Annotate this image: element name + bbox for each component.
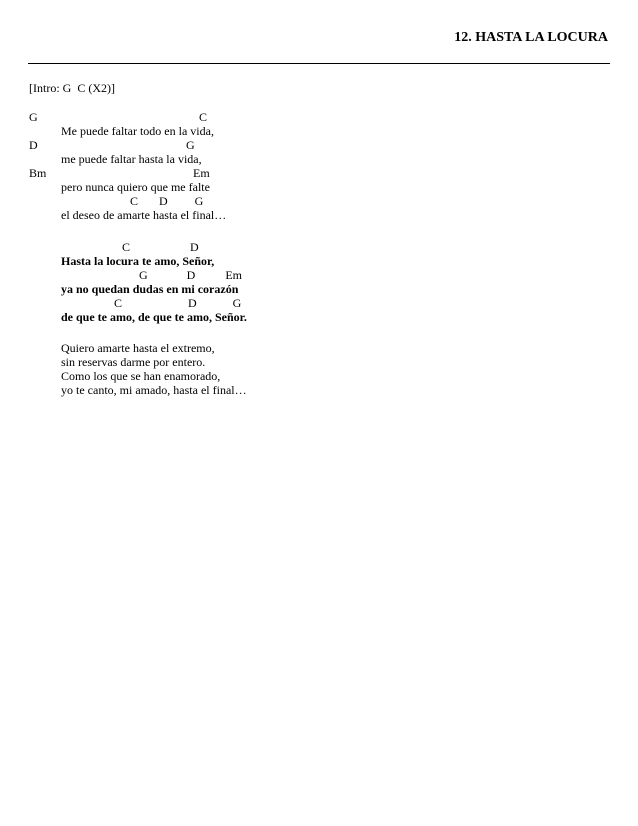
chord-line: C D G <box>130 194 204 208</box>
lyric-line: Me puede faltar todo en la vida, <box>61 124 214 138</box>
chord-left: Bm <box>29 166 47 180</box>
lyric-line: sin reservas darme por entero. <box>61 355 206 369</box>
title-rule <box>28 63 610 64</box>
lyric-line: Quiero amarte hasta el extremo, <box>61 341 215 355</box>
page-title: 12. HASTA LA LOCURA <box>454 30 608 45</box>
chord-line: Em <box>193 166 210 180</box>
intro-line: [Intro: G C (X2)] <box>29 81 115 95</box>
lyric-line: yo te canto, mi amado, hasta el final… <box>61 383 247 397</box>
chord-line: C D G <box>114 296 242 310</box>
lyric-line: ya no quedan dudas en mi corazón <box>61 282 239 296</box>
lyric-line: Hasta la locura te amo, Señor, <box>61 254 215 268</box>
lyric-line: Como los que se han enamorado, <box>61 369 221 383</box>
chord-line: G <box>186 138 195 152</box>
chord-left: D <box>29 138 38 152</box>
chord-line: G D Em <box>139 268 242 282</box>
chord-left: G <box>29 110 38 124</box>
lyric-line: pero nunca quiero que me falte <box>61 180 210 194</box>
lyric-line: el deseo de amarte hasta el final… <box>61 208 227 222</box>
chord-line: C <box>199 110 208 124</box>
lyric-line: de que te amo, de que te amo, Señor. <box>61 310 247 324</box>
lyric-line: me puede faltar hasta la vida, <box>61 152 202 166</box>
chord-line: C D <box>122 240 199 254</box>
